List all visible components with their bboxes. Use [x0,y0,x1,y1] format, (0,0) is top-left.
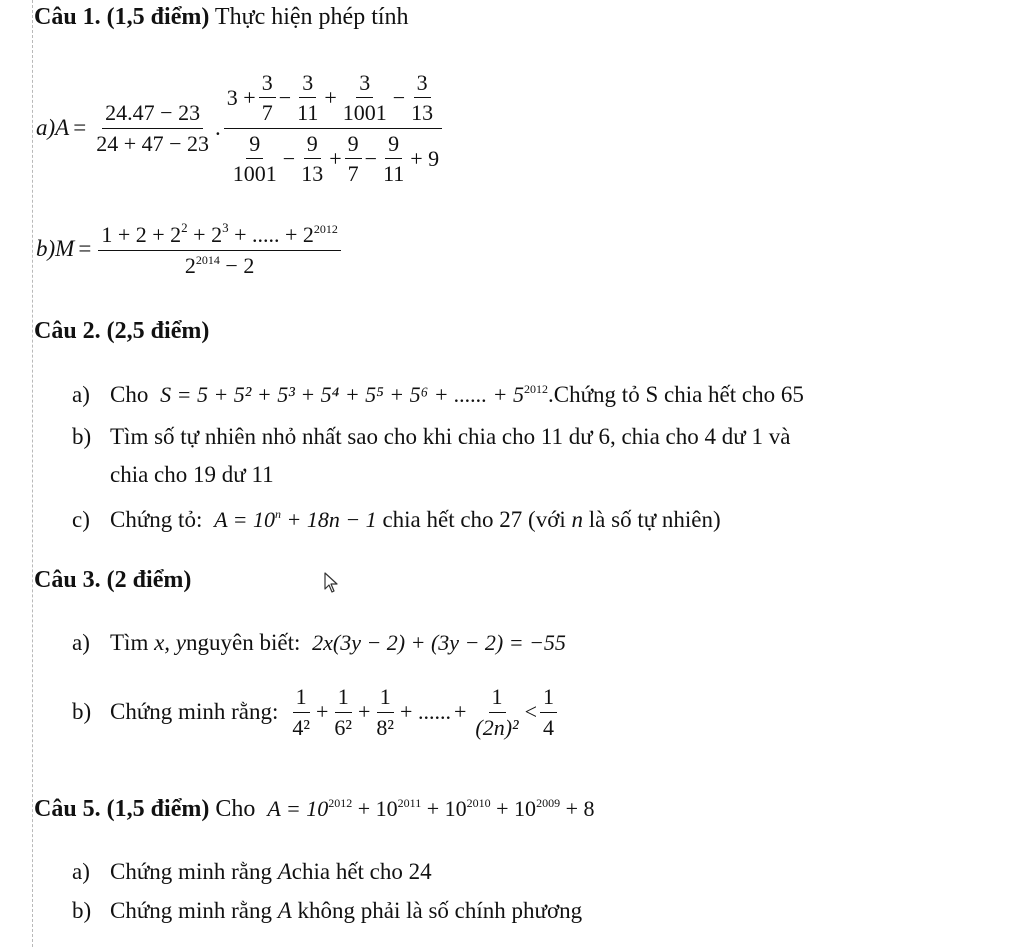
q2c-line [72,507,721,533]
q5-title: Câu 5. (1,5 điểm) [34,796,210,822]
term-den: 1001 [232,160,277,186]
q5b-line [72,898,582,924]
term-num: 1 [489,685,506,712]
term-num: 3 [414,71,431,98]
q1a-f2d-term3 [345,132,362,185]
q2-title: Câu 2. (2,5 điểm) [34,318,210,344]
q1b-fraction [98,221,341,276]
term-den: 1001 [342,100,387,126]
q2b-label: b) [72,424,92,449]
num-exp: 2012 [313,222,338,237]
num-part: + 2 [187,222,223,248]
term-den: 11 [297,100,319,126]
q3b-term2 [331,685,355,738]
term-num: 1 [335,685,352,712]
q2b-line2: chia cho 19 dư 11 [110,462,274,487]
q2a-expr: S = 5 + 5² + 5³ + 5⁴ + 5⁵ + 5⁶ + ...... + 5 [160,382,524,407]
term-num: 9 [304,132,321,159]
q3b-dots: + ...... [400,699,451,724]
num-part: + ..... + 2 [228,222,314,248]
q2a-label: a) [72,382,90,407]
q5-exp: 2012 [328,796,353,810]
q5a-text2: chia hết cho 24 [291,859,432,884]
q1b-equals: = [78,236,92,261]
term-den: 7 [347,160,359,186]
q5a-line [72,859,432,885]
page-margin-guide [32,0,33,947]
q1a-equals: = [73,115,87,140]
q1a-f2d-term2 [298,132,326,185]
q5b-var: A [277,898,292,923]
q1-heading [34,4,409,31]
q1a-f2d-term4 [380,132,407,185]
term-num: 1 [540,685,557,712]
q3a-line [72,630,566,656]
q3a-label: a) [72,630,90,655]
q3b-rhs [540,685,557,738]
term-den: 4² [292,714,310,740]
q1b-label: b) [36,236,56,261]
q1-title: Câu 1. (1,5 điểm) [34,4,210,30]
q5a-text1: Chứng minh rằng [110,859,272,884]
q3b-term1 [289,685,313,738]
q1a-label: a) [36,115,56,140]
q2c-expr: A = 10 [214,507,275,532]
q5a-var: A [277,859,292,884]
q1a-f2d-term1 [230,132,280,185]
q5-exp: 2010 [466,796,491,810]
q1a-dot: . [215,115,221,140]
q1-instruction: Thực hiện phép tính [214,4,409,30]
q3a-text: Tìm [110,630,149,655]
q1b-var: M [55,236,75,261]
q5b-text1: Chứng minh rằng [110,898,272,923]
q3b-expr: $\frac{1}{\text{4²}}$ + $\frac{1}{\text{6²}}$ + $\frac{1}{\text{8²}}$ + ...... + $\frac{1}{\text{(2n)²}}$ < $\frac{1}{4}$ [286,685,560,738]
num-exp: 2 [181,220,188,236]
den-base: 2 [184,252,196,278]
q1a-f1-numerator: 24.47 − 23 [102,101,203,128]
q3-title: Câu 3. (2 điểm) [34,567,192,593]
q2c-exp: n [274,507,281,521]
q3a-vars: x, y [154,630,187,655]
q3b-label: b) [72,699,92,724]
q3b-line [72,676,560,748]
term-num: 1 [377,685,394,712]
q1a-f2-numerator: 3 + $\frac{3}{7}$ − $\frac{3}{11}$ + $\frac{3}{1001}$ − $\frac{3}{13}$ [224,71,442,128]
q1a-fraction-2 [224,71,442,184]
q1a-f1-denominator: 24 + 47 − 23 [96,130,210,156]
term-num: 3 [356,71,373,98]
q3a-text2: nguyên biết: [186,630,301,655]
den-exp: 2014 [195,252,220,267]
q2c-text1: Chứng tỏ: [110,507,203,532]
q1a-formula [36,62,445,194]
mouse-pointer-icon [323,571,341,595]
q2c-var: n [571,507,584,532]
q1a-f2n-term1 [259,71,276,124]
term-num: 3 [259,71,276,98]
term-den: 11 [383,160,405,186]
q5-part: + 10 [421,796,467,821]
num-exp: 3 [222,220,229,236]
q3b-term3 [373,685,397,738]
q1b-denominator [182,251,257,277]
term-den: 8² [376,714,395,740]
q5-exp: 2009 [536,796,561,810]
q5-heading [34,796,594,823]
q1b-numerator [98,221,341,250]
q5-exp: 2011 [397,796,422,810]
q5-text: Cho [215,796,256,822]
q2a-text: Cho [110,382,149,407]
q2a-exp: 2012 [524,382,548,396]
q1a-f2n-term3 [340,71,390,124]
q2c-expr-post: + 18n − 1 [280,507,377,532]
term-num: 9 [246,132,263,159]
q2b-line1 [72,424,790,450]
q1a-fraction-1 [93,101,212,154]
q1b-formula [36,212,344,286]
term-den: 13 [411,100,434,126]
q1a-f2-lead: 3 + [226,85,256,111]
q5a-label: a) [72,859,90,884]
q5-tail: + 8 [560,796,595,821]
q1a-f2-denominator: $\frac{9}{1001}$ − $\frac{9}{13}$ + $\frac{9}{7}$ − $\frac{9}{11}$ + 9 [224,129,442,185]
q5b-label: b) [72,898,92,923]
term-num: 1 [293,685,310,712]
q5-part: + 10 [352,796,398,821]
q2c-label: c) [72,507,90,532]
term-den: 13 [301,160,324,186]
q1a-var: A [55,115,70,140]
q3b-text: Chứng minh rằng: [110,699,279,724]
q3b-term4 [472,685,521,738]
q1a-f2n-term2 [294,71,321,124]
q2a-tail: .Chứng tỏ S chia hết cho 65 [548,382,804,407]
q5-expr: A = 10 [267,796,329,821]
term-den: 4 [543,714,555,740]
term-num: 9 [385,132,402,159]
term-den: (2n)² [475,714,519,740]
q5-part: + 10 [490,796,537,821]
term-num: 9 [345,132,362,159]
q2c-text3: là số tự nhiên) [588,507,721,532]
num-part: 1 + 2 + 2 [101,222,182,248]
term-den: 6² [334,714,352,740]
q5b-text2: không phải là số chính phương [297,898,583,923]
den-tail: − 2 [219,252,255,278]
q1a-f2d-tail: + 9 [410,145,440,171]
q2b-text1: Tìm số tự nhiên nhỏ nhất sao cho khi chia cho 11 dư 6, chia cho 4 dư 1 và [110,424,791,449]
term-num: 3 [299,71,316,98]
q2c-text2: chia hết cho 27 (với [382,507,566,532]
term-den: 7 [261,100,273,126]
q2a-line [72,382,804,408]
q1a-f2n-term4 [408,71,436,124]
q3a-expr: 2x(3y − 2) + (3y − 2) = −55 [312,630,566,655]
